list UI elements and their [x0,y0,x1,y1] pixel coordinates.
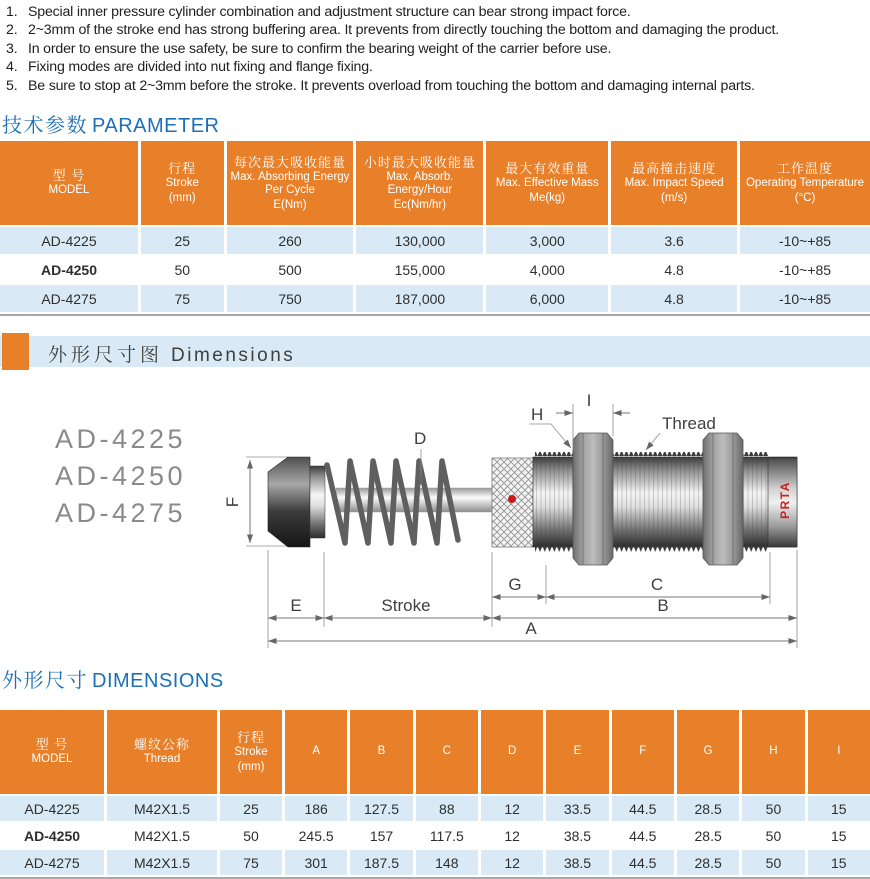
cell: 75 [220,850,282,875]
cell-model: AD-4275 [0,285,138,312]
cell: M42X1.5 [107,850,217,875]
thread-leader [646,433,660,450]
cell: 75 [141,285,224,312]
dim-label-B: B [657,596,669,615]
hex-nut-1 [573,433,613,565]
dim-label-I: I [586,391,592,410]
table-row [0,796,870,821]
cell: -10~+85 [740,285,870,312]
col-stroke: 行程 Stroke (mm) [220,710,282,794]
cell-model: AD-4225 [0,227,138,254]
col-E: E [546,710,608,794]
notes-list [6,3,866,95]
orange-square-marker [2,333,29,370]
cell: 50 [141,256,224,283]
table-row [0,285,870,312]
table-row [0,850,870,875]
drawing-model-3: AD-4275 [55,498,187,528]
note-line [6,21,866,39]
thread-label: Thread [662,414,716,433]
cell: 12 [481,796,543,821]
cell: 12 [481,823,543,848]
note-text: In order to ensure the use safety, be sure to confirm the bearing weight of the carrier before use. [28,40,612,57]
red-dot-marker [508,495,516,503]
cell: 750 [227,285,354,312]
cell: 25 [220,796,282,821]
dimensions-figure-title: 外形尺寸图 Dimensions [48,345,296,366]
cell: 4,000 [486,256,608,283]
cell: 50 [742,850,804,875]
cell: 4.8 [611,285,737,312]
dim-label-C: C [650,575,664,594]
col-A: A [285,710,347,794]
table-row [0,823,870,848]
dimensions-section-title [2,664,224,693]
cell: 187,000 [356,285,483,312]
table-row [0,227,870,254]
cell-model: AD-4250 [0,823,104,848]
cell: M42X1.5 [107,796,217,821]
cell: 3.6 [611,227,737,254]
cell: M42X1.5 [107,823,217,848]
piston-neck [310,466,325,538]
cell: 44.5 [612,796,674,821]
cell: 33.5 [546,796,608,821]
cell: 15 [808,823,870,848]
dim-label-Stroke: Stroke [381,596,431,615]
col-D: D [481,710,543,794]
note-number: 5. [6,77,18,94]
cell-model: AD-4250 [0,256,138,283]
note-number: 1. [6,4,18,20]
cell: -10~+85 [740,227,870,254]
cell: 38.5 [546,823,608,848]
col-energy-cycle: 每次最大吸收能量 Max. Absorbing Energy Per Cycle E(Nm) [227,141,354,225]
cell: 28.5 [677,850,739,875]
note-text: Fixing modes are divided into nut fixing and flange fixing. [28,59,373,76]
cell: 117.5 [416,823,478,848]
cell: 148 [416,850,478,875]
col-impact-speed: 最高撞击速度 Max. Impact Speed (m/s) [611,141,737,225]
note-number: 4. [6,59,18,76]
drawing-model-1: AD-4225 [55,424,187,454]
note-number: 2. [6,22,18,39]
cell: 127.5 [350,796,412,821]
cell: 50 [220,823,282,848]
cell: 50 [742,796,804,821]
col-H: H [742,710,804,794]
dimension-table [0,708,870,877]
cell: 38.5 [546,850,608,875]
cell-model: AD-4275 [0,850,104,875]
cell-model: AD-4225 [0,796,104,821]
col-G: G [677,710,739,794]
dim-label-F: F [223,496,242,508]
hex-nut-2 [703,433,743,565]
cell: 4.8 [611,256,737,283]
dim-label-A: A [525,619,537,638]
parameter-title-en: PARAMETER [92,115,220,137]
dimension-table-wrap [0,710,870,879]
cell: 187.5 [350,850,412,875]
dim-label-G: G [508,575,522,594]
cell: 44.5 [612,850,674,875]
col-energy-hour: 小时最大吸收能量 Max. Absorb. Energy/Hour Ec(Nm/hr) [356,141,483,225]
col-thread: 螺纹公称 Thread [107,710,217,794]
cell: 301 [285,850,347,875]
dimension-header-row [0,710,870,794]
cell: 6,000 [486,285,608,312]
cell: 157 [350,823,412,848]
col-model: 型 号 MODEL [0,141,138,225]
drawing-model-2: AD-4250 [55,461,187,491]
note-line [6,77,866,95]
note-line [6,3,866,21]
col-operating-temp: 工作温度 Operating Temperature (°C) [740,141,870,225]
cell: 28.5 [677,823,739,848]
dim-label-D: D [414,429,427,448]
col-B: B [350,710,412,794]
cell: 3,000 [486,227,608,254]
cell: 28.5 [677,796,739,821]
brand-logo: PRTA [778,481,792,519]
col-I: I [808,710,870,794]
cell: 186 [285,796,347,821]
cell: 245.5 [285,823,347,848]
h-leader [529,424,571,448]
cell: 12 [481,850,543,875]
parameter-title-cn: 技术参数 [2,115,88,137]
cell: 130,000 [356,227,483,254]
dimensions-title-en: DIMENSIONS [92,670,224,692]
cell: 500 [227,256,354,283]
cell: 50 [742,823,804,848]
dimensions-title-cn: 外形尺寸 [2,670,88,692]
note-line [6,58,866,76]
parameter-section-title [2,109,219,138]
dim-label-E: E [290,596,302,615]
cell: 44.5 [612,823,674,848]
col-C: C [416,710,478,794]
note-number: 3. [6,40,18,57]
note-text: Special inner pressure cylinder combination and adjustment structure can bear strong impact force. [28,4,631,20]
spring [327,461,458,543]
cell: 155,000 [356,256,483,283]
piston-head-cone [268,457,310,547]
col-model: 型 号 MODEL [0,710,104,794]
parameter-header-row [0,141,870,225]
col-stroke: 行程 Stroke (mm) [141,141,224,225]
dim-label-H: H [531,405,544,424]
cell: 15 [808,796,870,821]
table-row [0,256,870,283]
note-text: Be sure to stop at 2~3mm before the stroke. It prevents overload from touching the bottom and damaging internal parts. [28,77,755,94]
dimensions-figure-band [0,336,870,367]
note-text: 2~3mm of the stroke end has strong buffering area. It prevents from directly touching the bottom and damaging the product. [28,22,779,39]
cell: 25 [141,227,224,254]
col-F: F [612,710,674,794]
parameter-table [0,139,870,314]
cell: 15 [808,850,870,875]
parameter-table-wrap [0,141,870,316]
cell: 260 [227,227,354,254]
note-line [6,40,866,58]
cell: 88 [416,796,478,821]
col-effective-mass: 最大有效重量 Max. Effective Mass Me(kg) [486,141,608,225]
shock-absorber-diagram [0,385,870,660]
cell: -10~+85 [740,256,870,283]
technical-drawing [0,385,870,660]
